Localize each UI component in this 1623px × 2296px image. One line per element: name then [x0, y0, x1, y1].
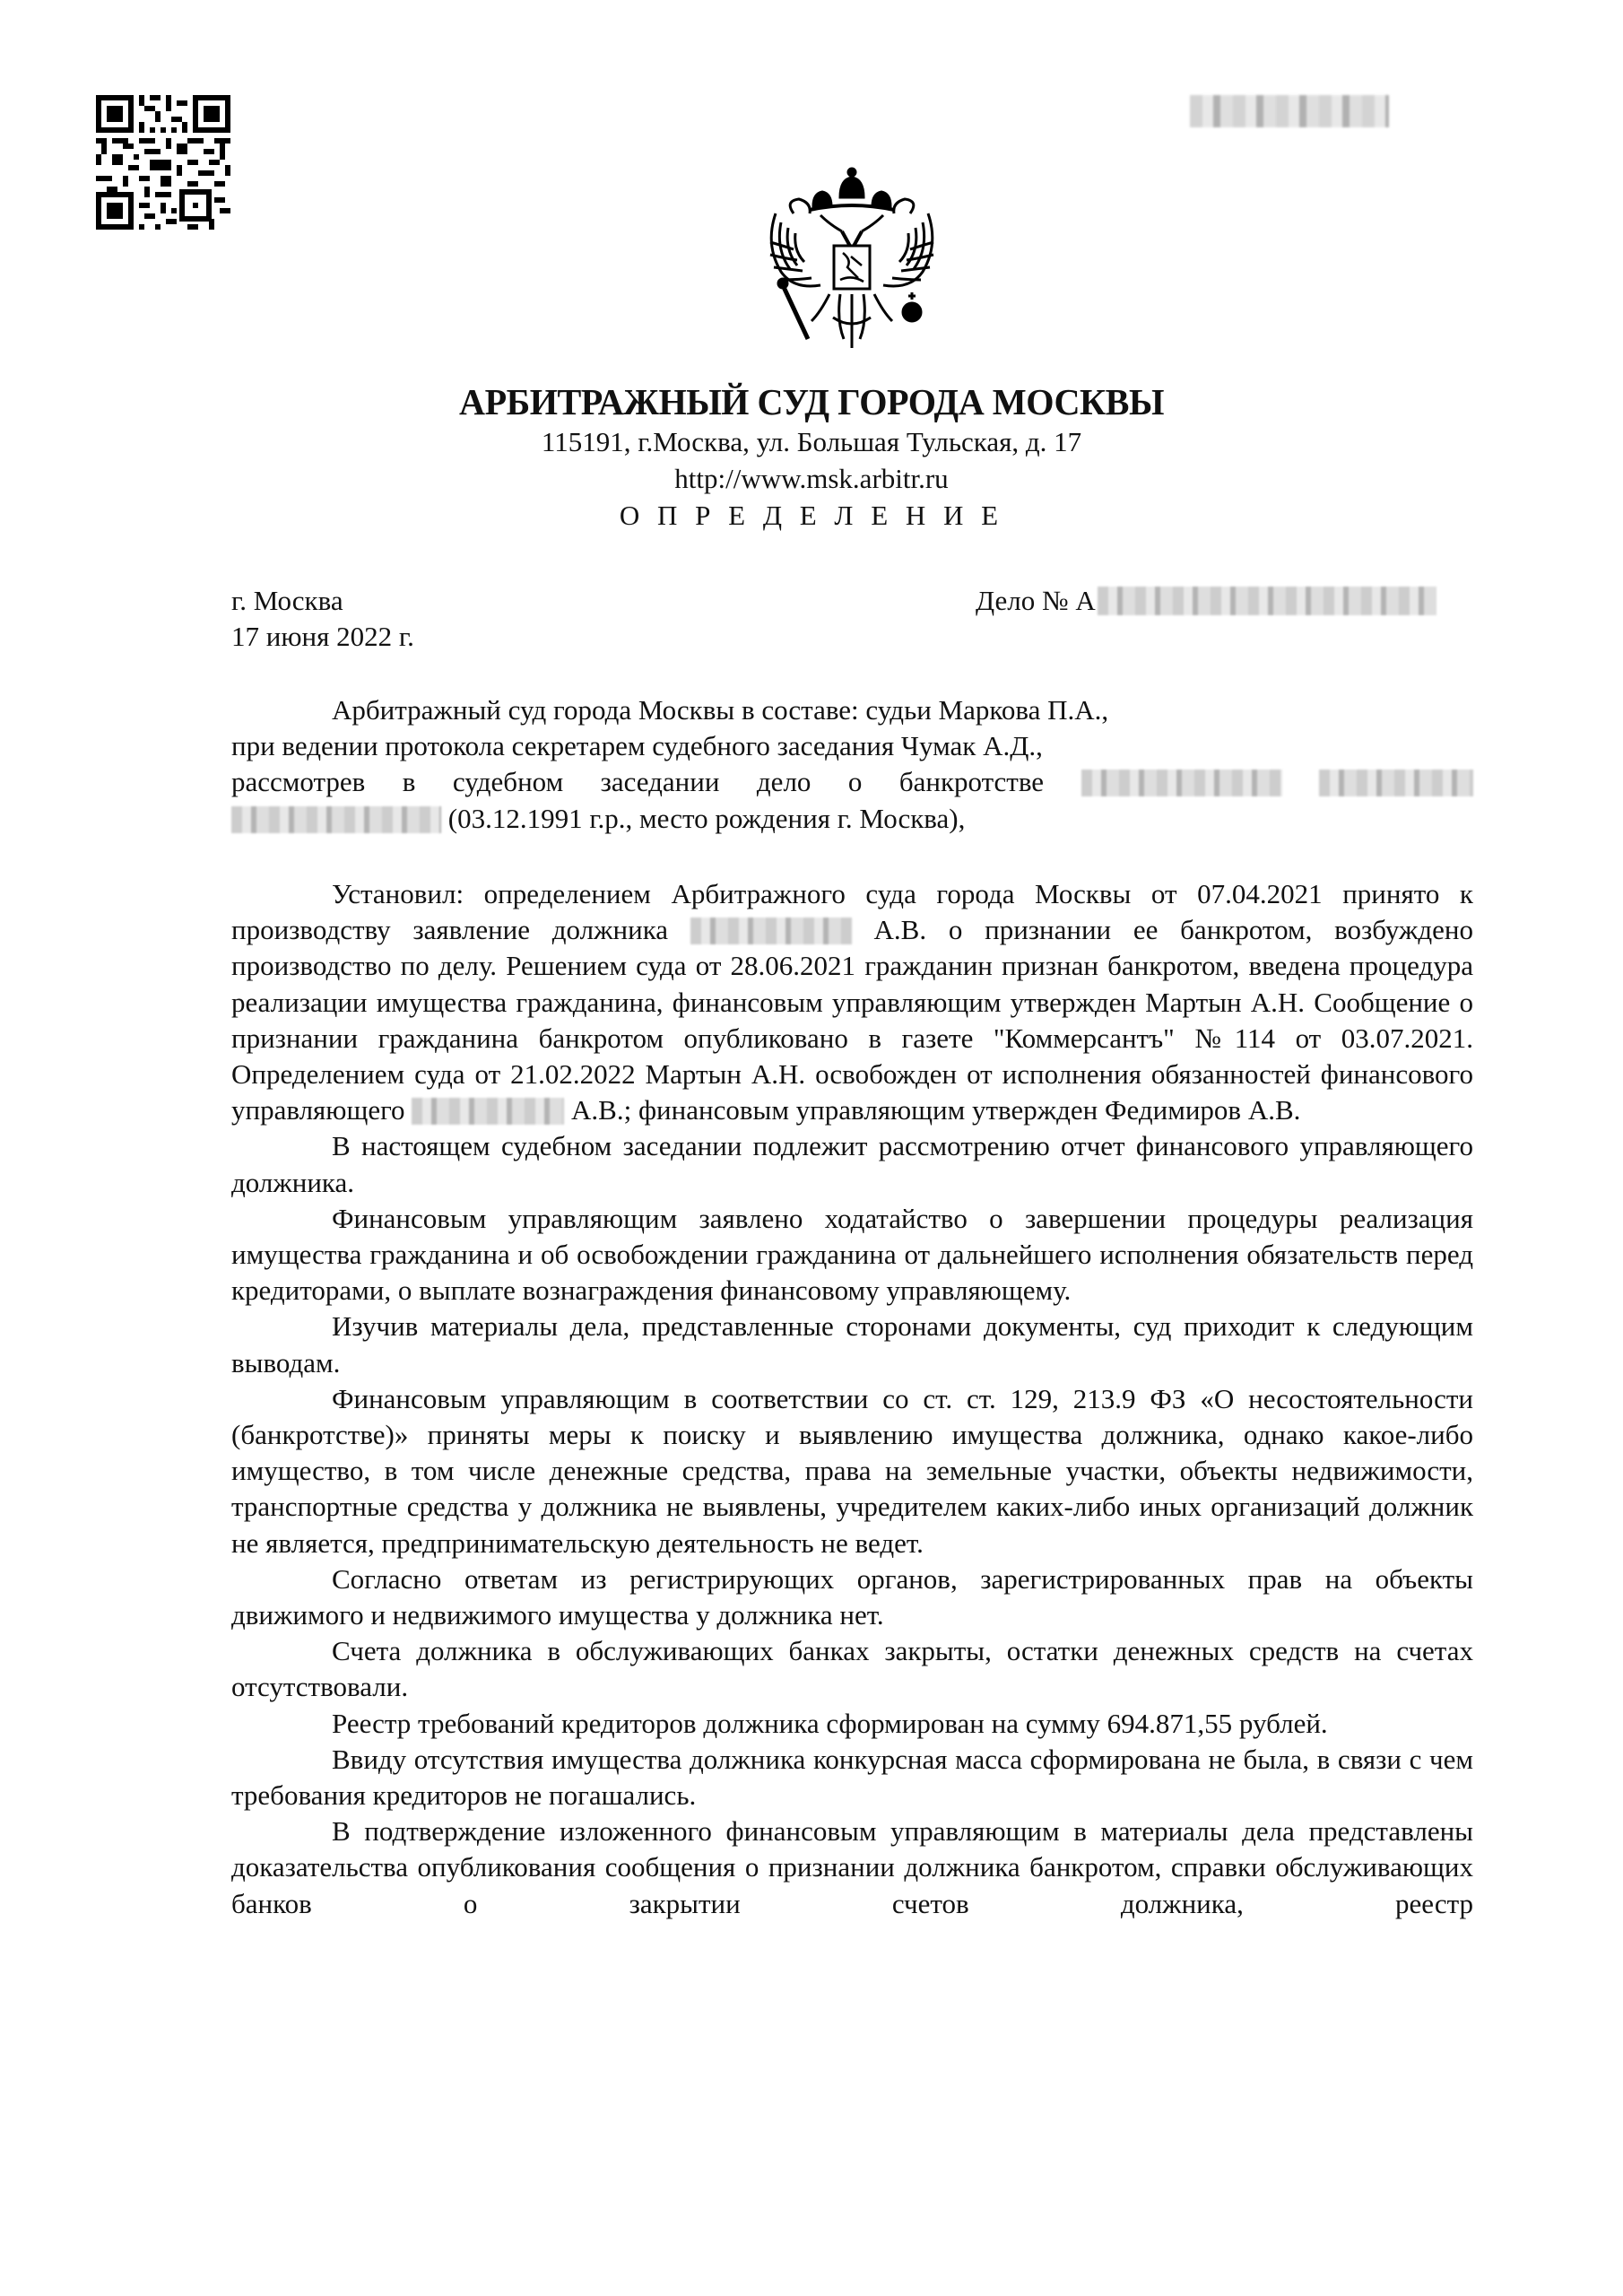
court-website: http://www.msk.arbitr.ru — [674, 463, 949, 494]
coat-of-arms-icon — [758, 160, 946, 350]
redacted-debtor-name — [1319, 770, 1473, 796]
redacted-document-id — [1190, 95, 1389, 127]
redacted-debtor-name — [690, 918, 852, 944]
intro-line — [231, 764, 1473, 800]
qr-code-icon — [96, 94, 230, 230]
intro-block — [231, 692, 1473, 837]
redacted-debtor-surname — [1081, 770, 1282, 796]
case-number — [976, 585, 1436, 617]
document-type-title: О П Р Е Д Е Л Е Н И Е — [619, 500, 1004, 531]
paragraph-text: А.В. о признании ее банкротом, возбуждено производство по делу. Решением суда от 28.06.2021 гражданин признан банкротом, введена процедура реализации имущества гражданина, финансовым управляющим утвержден Мартын А.Н. Сообщение о признании гражданина банкротом опубликовано в газете "Коммерсантъ" №114 от 03.07.2021. Определением суда от 21.02.2022 Мартын А.Н. освобожден от исполнения обязанностей финансового управляющего — [231, 914, 1473, 1126]
case-number-label: Дело № А — [976, 585, 1096, 616]
paragraph-text: А.В.; финансовым управляющим утвержден Федимиров А.В. — [564, 1094, 1301, 1126]
redacted-debtor-name — [412, 1098, 564, 1125]
document-date: 17 июня 2022 г. — [231, 621, 414, 652]
paragraph: Изучив материалы дела, представленные сторонами документы, суд приходит к следующим выводам. — [231, 1310, 1473, 1378]
paragraph: В настоящем судебном заседании подлежит рассмотрению отчет финансового управляющего должника. — [231, 1130, 1473, 1198]
redacted-case-number — [1098, 587, 1436, 615]
intro-line: при ведении протокола секретарем судебного заседания Чумак А.Д., — [231, 730, 1043, 762]
court-name: АРБИТРАЖНЫЙ СУД ГОРОДА МОСКВЫ — [459, 381, 1164, 422]
intro-line — [231, 801, 1473, 837]
paragraph: В подтверждение изложенного финансовым управляющим в материалы дела представлены доказательства опубликования сообщения о признании должника банкротом, справки обслуживающих банков о закрытии счетов должника, реестр — [231, 1815, 1473, 1919]
paragraph — [231, 876, 1473, 1128]
paragraph-text: Установил: определением Арбитражного суда города Москвы от 07.04.2021 принято к производству заявление должника — [231, 878, 1473, 946]
paragraph: Реестр требований кредиторов должника сформирован на сумму 694.871,55 рублей. — [332, 1707, 1328, 1739]
paragraph: Финансовым управляющим заявлено ходатайство о завершении процедуры реализация имущества гражданина и об освобождении гражданина от дальнейшего исполнения обязательств перед кредиторами, о выплате вознаграждения финансовому управляющему. — [231, 1202, 1473, 1307]
paragraph: Счета должника в обслуживающих банках закрыты, остатки денежных средств на счетах отсутствовали. — [231, 1635, 1473, 1703]
document-city: г. Москва — [231, 585, 343, 616]
paragraph: Ввиду отсутствия имущества должника конкурсная масса сформирована не была, в связи с чем требования кредиторов не погашались. — [231, 1743, 1473, 1812]
intro-line-text: (03.12.1991 г.р., место рождения г. Москва), — [441, 802, 966, 834]
paragraph: Финансовым управляющим в соответствии со ст. ст. 129, 213.9 ФЗ «О несостоятельности (банкротстве)» приняты меры к поиску и выявлению имущества должника, однако какое-либо имущество, в том числе денежные средства, права на земельные участки, объекты недвижимости, транспортные средства у должника не выявлены, учредителем каких-либо иных организаций должник не является, предпринимательскую деятельность не ведет. — [231, 1382, 1473, 1559]
intro-line: Арбитражный суд города Москвы в составе: судьи Маркова П.А., — [332, 694, 1109, 726]
main-text — [231, 876, 1473, 1922]
intro-line-text: рассмотрев в судебном заседании дело о банкротстве — [231, 766, 1045, 798]
court-address: 115191, г.Москва, ул. Большая Тульская, д. 17 — [541, 426, 1082, 457]
redacted-debtor-patronymic — [231, 806, 441, 833]
paragraph: Согласно ответам из регистрирующих органов, зарегистрированных прав на объекты движимого и недвижимого имущества у должника нет. — [231, 1562, 1473, 1631]
